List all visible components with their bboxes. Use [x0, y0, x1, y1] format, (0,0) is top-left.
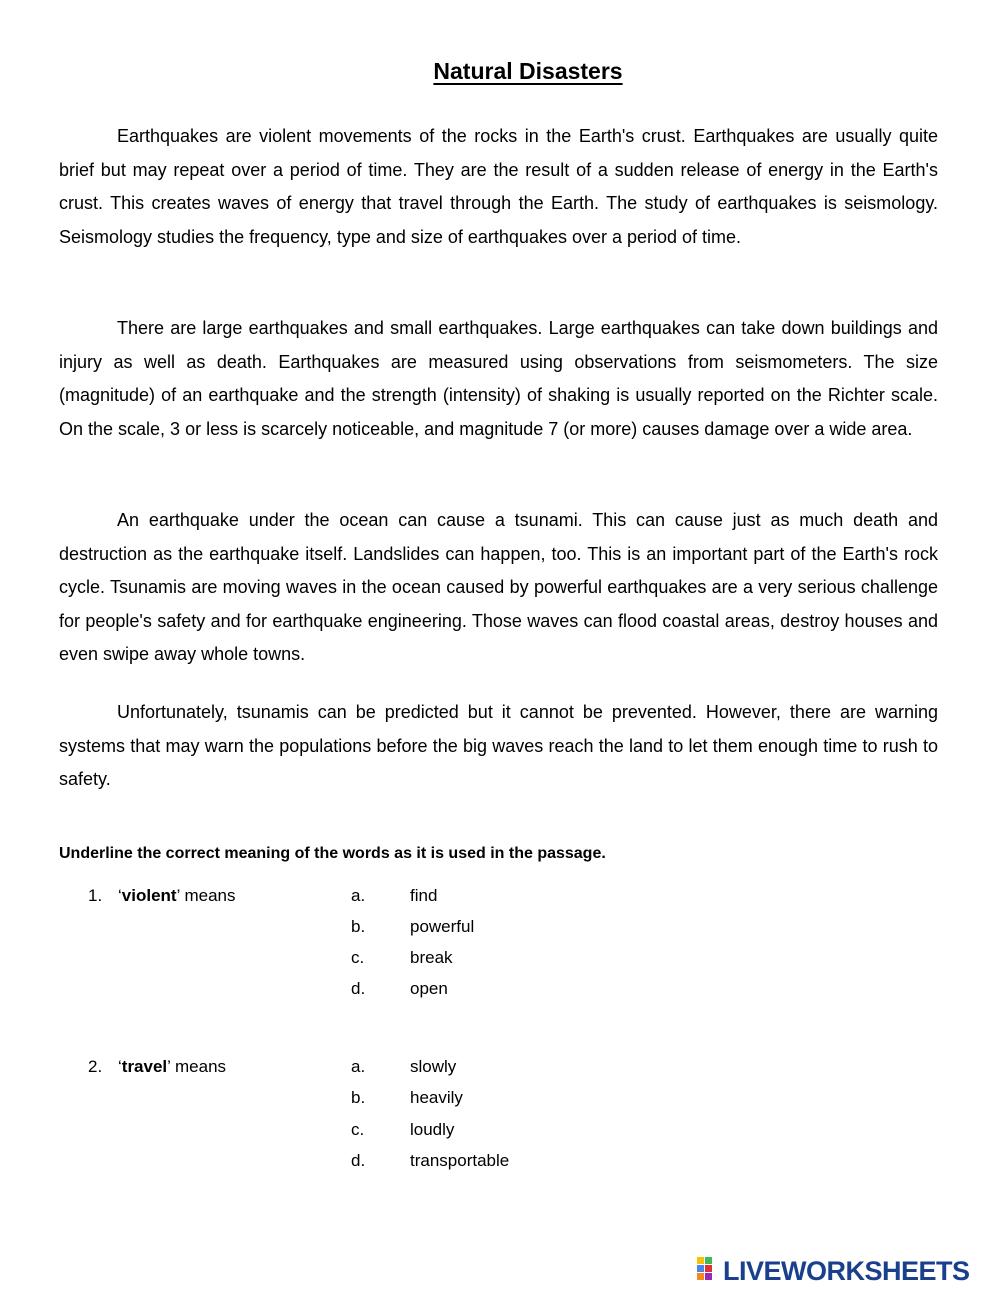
question-suffix: ’ means [167, 1057, 227, 1076]
option-letter: a. [351, 1057, 366, 1076]
option-2d[interactable] [351, 1151, 509, 1171]
option-2c[interactable] [351, 1120, 454, 1140]
option-text[interactable]: slowly [410, 1057, 457, 1076]
option-2b[interactable] [351, 1088, 463, 1108]
liveworksheets-logo-icon [697, 1257, 721, 1285]
option-text[interactable]: transportable [410, 1151, 510, 1170]
question-word: violent [121, 886, 177, 905]
option-letter: d. [351, 1151, 366, 1170]
instruction-text: Underline the correct meaning of the words as it is used in the passage. [59, 845, 606, 862]
question-number: 2. [88, 1057, 103, 1076]
option-letter: c. [351, 1120, 365, 1139]
option-1a[interactable] [351, 886, 437, 906]
option-letter: b. [351, 917, 366, 936]
open-quote: ‘ [118, 886, 122, 905]
option-text[interactable]: powerful [410, 917, 475, 936]
question-suffix: ’ means [176, 886, 236, 905]
question-2 [88, 1057, 226, 1077]
page-title-text: Natural Disasters [433, 58, 623, 84]
option-2a[interactable] [351, 1057, 456, 1077]
option-text[interactable]: loudly [410, 1120, 455, 1139]
question-1 [88, 886, 235, 906]
page-title [0, 58, 1000, 85]
option-text[interactable]: find [410, 886, 438, 905]
option-1b[interactable] [351, 917, 474, 937]
option-letter: d. [351, 979, 366, 998]
paragraph-3: An earthquake under the ocean can cause a tsunami. This can cause just as much death and destruction as the earthquake itself. Landslides can happen, too. This is an important part of the Earth's rock cycle. Tsunamis are moving waves in the ocean caused by powerful earthquakes are a very serious challenge for people's safety and for earthquake engineering. Those waves can flood coastal areas, destroy houses and even swipe away whole towns. [59, 510, 938, 665]
option-letter: a. [351, 886, 366, 905]
question-word: travel [121, 1057, 168, 1076]
paragraph-1: Earthquakes are violent movements of the rocks in the Earth's crust. Earthquakes are usually quite brief but may repeat over a period of time. They are the result of a sudden release of energy in the Earth's crust. This creates waves of energy that travel through the Earth. The study of earthquakes is seismology. Seismology studies the frequency, type and size of earthquakes over a period of time. [59, 126, 938, 247]
question-number: 1. [88, 886, 103, 905]
option-1c[interactable] [351, 948, 453, 968]
liveworksheets-logo [697, 1255, 970, 1287]
option-1d[interactable] [351, 979, 448, 999]
logo-text: LIVEWORKSHEETS [723, 1255, 970, 1286]
option-text[interactable]: break [410, 948, 453, 967]
open-quote: ‘ [118, 1057, 122, 1076]
option-letter: b. [351, 1088, 366, 1107]
paragraph-2: There are large earthquakes and small earthquakes. Large earthquakes can take down buildings and injury as well as death. Earthquakes are measured using observations from seismometers. The size (magnitude) of an earthquake and the strength (intensity) of shaking is usually reported on the Richter scale. On the scale, 3 or less is scarcely noticeable, and magnitude 7 (or more) causes damage over a wide area. [59, 318, 938, 439]
option-text[interactable]: heavily [410, 1088, 463, 1107]
option-text[interactable]: open [410, 979, 448, 998]
paragraph-4: Unfortunately, tsunamis can be predicted but it cannot be prevented. However, there are warning systems that may warn the populations before the big waves reach the land to let them enough time to rush to safety. [59, 702, 938, 790]
option-letter: c. [351, 948, 365, 967]
